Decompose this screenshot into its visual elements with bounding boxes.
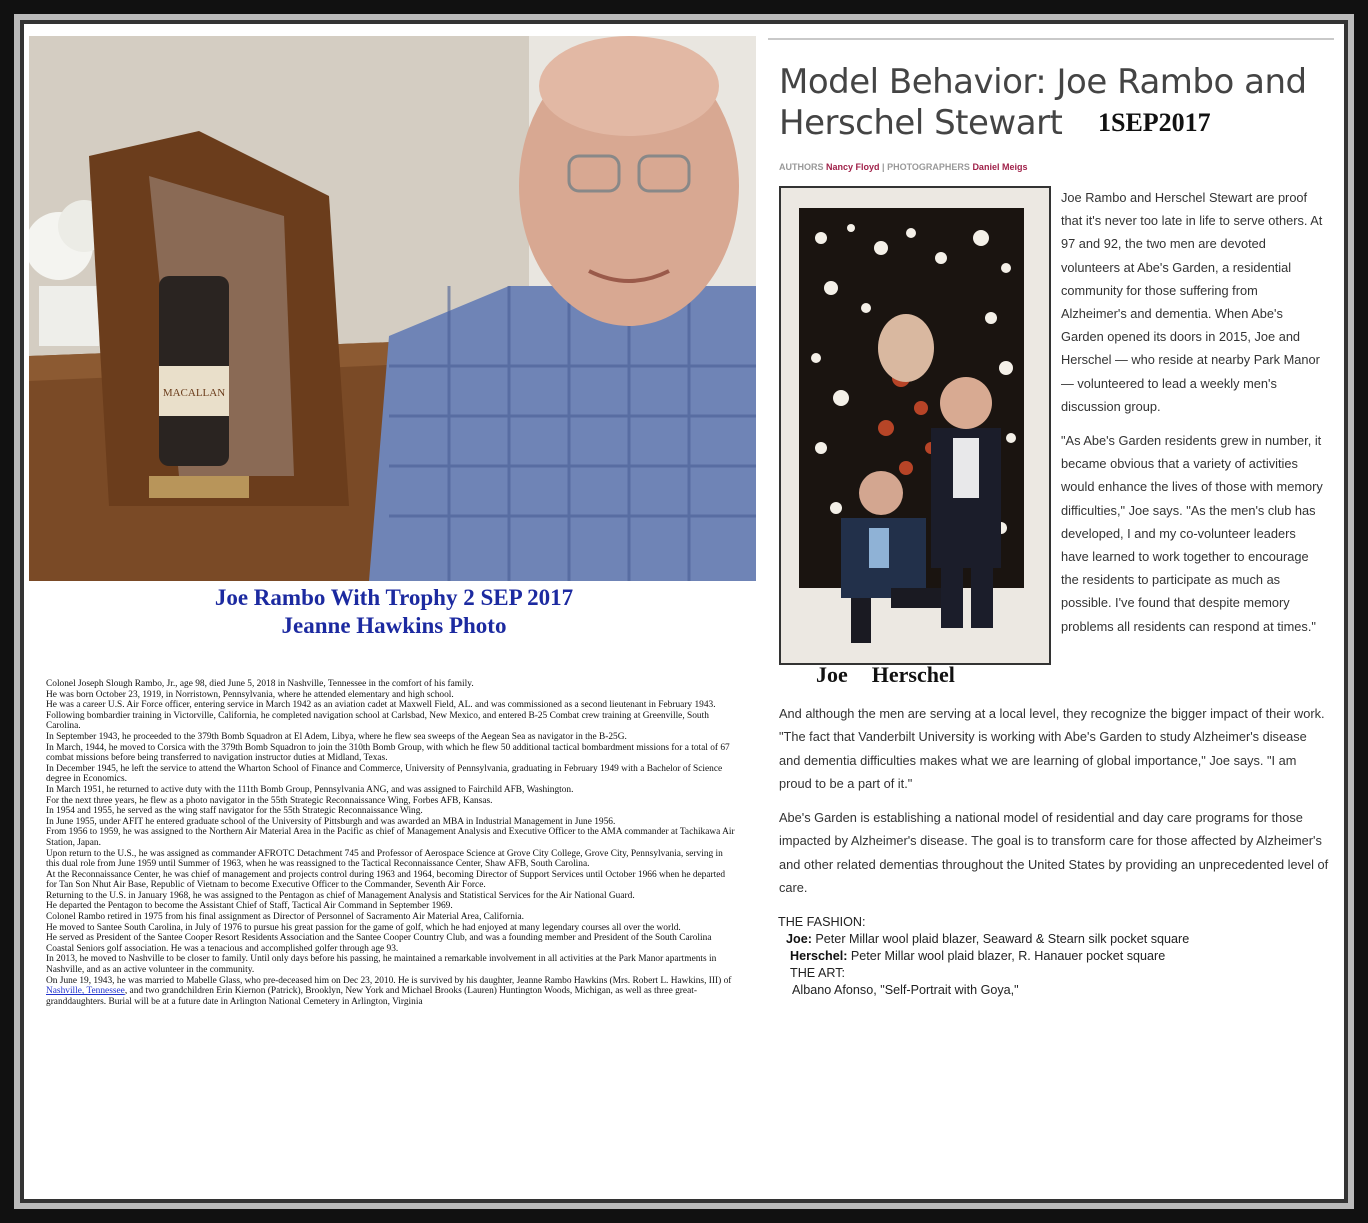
nashville-link[interactable]: Nashville, Tennessee — [46, 986, 125, 997]
article-side-column — [1061, 186, 1323, 649]
joe-text: Peter Millar wool plaid blazer, Seaward & Stearn silk pocket square — [815, 932, 1190, 946]
obit-paragraph: He moved to Santee South Carolina, in July of 1976 to pursue his great passion for the game of golf, which he had enjoyed at many legendary courses all over the world. — [46, 922, 681, 933]
herschel-credit — [778, 948, 1328, 965]
photographers-label: | PHOTOGRAPHERS — [882, 162, 970, 172]
byline — [779, 162, 1027, 172]
herschel-text: Peter Millar wool plaid blazer, R. Hanauer pocket square — [850, 949, 1166, 963]
obit-paragraph: In 1954 and 1955, he served as the wing staff navigator for the 55th Strategic Reconnaissance Wing. — [46, 806, 423, 817]
author-name[interactable]: Nancy Floyd — [826, 162, 880, 172]
caption-line-1: Joe Rambo With Trophy 2 SEP 2017 — [214, 585, 574, 610]
article-paragraph: "As Abe's Garden residents grew in number, it became obvious that a variety of activities would enhance the lives of those with memory difficulties," Joe says. "As the men's club has developed, I and my co-volunteer leaders have learned to work together to encourage the residents to participate as much as possible. I've found that despite memory problems all residents can respond at times." — [1061, 433, 1323, 634]
article-paragraph-4 — [779, 806, 1329, 900]
obit-paragraph: In 2013, he moved to Nashville to be closer to family. Until only days before his passing, he maintained a remarkable involvement in all activities at the Park Manor apartments in Nashville, and as an active volunteer in the community. — [46, 954, 717, 976]
obit-paragraph: In June 1955, under AFIT he entered graduate school of the University of Pittsburgh and was awarded an MBA in Industrial Management in June 1956. — [46, 816, 616, 827]
obit-paragraph: He served as President of the Santee Cooper Resort Residents Association and the Santee Cooper Country Club, and was a founding member and President of the South Carolina Coastal Seniors golf association. He was a tenacious and accomplished golfer through age 93. — [46, 933, 712, 954]
photo-caption — [24, 584, 764, 640]
obit-paragraph: Upon return to the U.S., he was assigned as commander AFROTC Detachment 745 and Professor of Aerospace Science at Grove City College, Grove City, Pennsylvania, serving in this dual role from June 1959 until Summer of 1963, when he was reassigned to the Tactical Reconnaissance Center, Shaw AFB, South Carolina. — [46, 848, 723, 870]
article-paragraph-3 — [779, 702, 1329, 796]
obit-paragraph: Returning to the U.S. in January 1968, he was assigned to the Pentagon as chief of Management Analysis and Statistical Services for the Air National Guard. — [46, 890, 635, 901]
obituary-text — [46, 679, 736, 1007]
portrait-photo — [779, 186, 1051, 665]
obit-paragraph: He departed the Pentagon to become the Assistant Chief of Staff, Tactical Air Command in September 1969. — [46, 901, 453, 912]
caption-joe: Joe — [816, 662, 848, 687]
art-heading: THE ART: — [790, 966, 846, 980]
obit-paragraph: For the next three years, he flew as a photo navigator in the 55th Strategic Reconnaissance Wing, Forbes AFB, Kansas. — [46, 795, 493, 806]
collage-canvas — [24, 24, 1344, 1199]
article-paragraph: Joe Rambo and Herschel Stewart are proof that it's never too late in life to serve others. At 97 and 92, the two men are devoted volunteers at Abe's Garden, a residential community for those suffering from Alzheimer's and dementia. When Abe's Garden opened its doors in 2015, Joe and Herschel — who reside at nearby Park Manor — volunteered to lead a weekly men's discussion group. — [1061, 190, 1323, 414]
article-title: Model Behavior: Joe Rambo and Herschel Stewart — [779, 62, 1307, 143]
obit-paragraph: At the Reconnaissance Center, he was chief of management and projects control during 1963 and 1964, becoming Director of Support Services until October 1966 when he departed for Tan Son Nhut Air Base, Republic of Vietnam to become Executive Officer to the Commander, Seventh Air Force. — [46, 869, 726, 891]
obit-paragraph: He was born October 23, 1919, in Norristown, Pennsylvania, where he attended elementary and high school. — [46, 689, 454, 700]
obit-text: , and two grandchildren Erin Kiernon (Patrick), Brooklyn, New York and Michael Brooks (Lauren) Huntington Woods, Michigan, as well as three great-granddaughters. Burial will be at a future date in Arlington National Cemetery in Arlington, Virginia — [46, 986, 697, 1007]
obit-paragraph: In March, 1944, he moved to Corsica with the 379th Bomb Squadron to join the 310th Bomb Group, with which he flew 50 additional tactical bombardment missions for a total of 67 combat missions before being transferred to navigation instructor duties at Midland, Texas. — [46, 742, 730, 764]
obit-paragraph-final — [46, 976, 736, 1008]
obit-paragraph: In March 1951, he returned to active duty with the 111th Bomb Group, Pennsylvania ANG, and was assigned to Fairchild AFB, Washington. — [46, 784, 574, 795]
art-credit: Albano Afonso, "Self-Portrait with Goya," — [792, 983, 1019, 997]
obit-paragraph: Colonel Joseph Slough Rambo, Jr., age 98, died June 5, 2018 in Nashville, Tennessee in the comfort of his family. — [46, 679, 474, 689]
article-paragraph: Abe's Garden is establishing a national model of residential and day care programs for those impacted by Alzheimer's disease. The goal is to transform care for those affected by Alzheimer's and other related dementias throughout the United States by providing an unprecedented level of care. — [779, 810, 1329, 896]
caption-line-2: Jeanne Hawkins Photo — [281, 613, 507, 638]
fashion-credits — [778, 914, 1328, 999]
divider — [768, 38, 1334, 40]
joe-credit — [778, 931, 1328, 948]
date-stamp: 1SEP2017 — [1098, 108, 1211, 137]
caption-herschel: Herschel — [871, 662, 955, 687]
photographer-name[interactable]: Daniel Meigs — [972, 162, 1028, 172]
bottle-label: MACALLAN — [162, 387, 226, 399]
obit-paragraph: From 1956 to 1959, he was assigned to the Northern Air Material Area in the Pacific as chief of Management Analysis and Executive Officer to the AMA commander at Tachikawa Air Station, Japan. — [46, 827, 735, 848]
authors-label: AUTHORS — [779, 162, 824, 172]
obit-paragraph: He was a career U.S. Air Force officer, entering service in March 1942 as an aviation cadet at Maxwell Field, AL. and was commissioned as a second lieutenant in February 1943. Following bombardier training in Victorville, California, he completed navigation school at Carlsbad, New Mexico, and entered B-25 Combat crew training at Greenville, South Carolina. — [46, 700, 716, 732]
joe-label: Joe: — [786, 932, 812, 946]
obit-paragraph: In December 1945, he left the service to attend the Wharton School of Finance and Commerce, University of Pennsylvania, graduating in February 1949 with a Bachelor of Science degree in Economics. — [46, 763, 723, 785]
obit-paragraph: Colonel Rambo retired in 1975 from his final assignment as Director of Personnel of Sacramento Air Material Area, California. — [46, 912, 524, 923]
trophy-photo — [29, 36, 756, 581]
obit-paragraph: In September 1943, he proceeded to the 379th Bomb Squadron at El Adem, Libya, where he flew sea sweeps of the Aegean Sea as navigator in the B-25G. — [46, 731, 627, 742]
article-paragraph: And although the men are serving at a local level, they recognize the bigger impact of their work. "The fact that Vanderbilt University is working with Abe's Garden to study Alzheimer's disease and dementia difficulties makes what we are learning of global importance," Joe says. "I am proud to be a part of it." — [779, 706, 1325, 792]
herschel-label: Herschel: — [790, 949, 848, 963]
portrait-caption — [816, 662, 979, 688]
obit-text: On June 19, 1943, he was married to Mabelle Glass, who pre-deceased him on Dec 23, 2010. He is survived by his daughter, Jeanne Rambo Hawkins (Mrs. Robert L. Hawkins, III) of — [46, 975, 732, 986]
fashion-heading: THE FASHION: — [778, 915, 866, 929]
